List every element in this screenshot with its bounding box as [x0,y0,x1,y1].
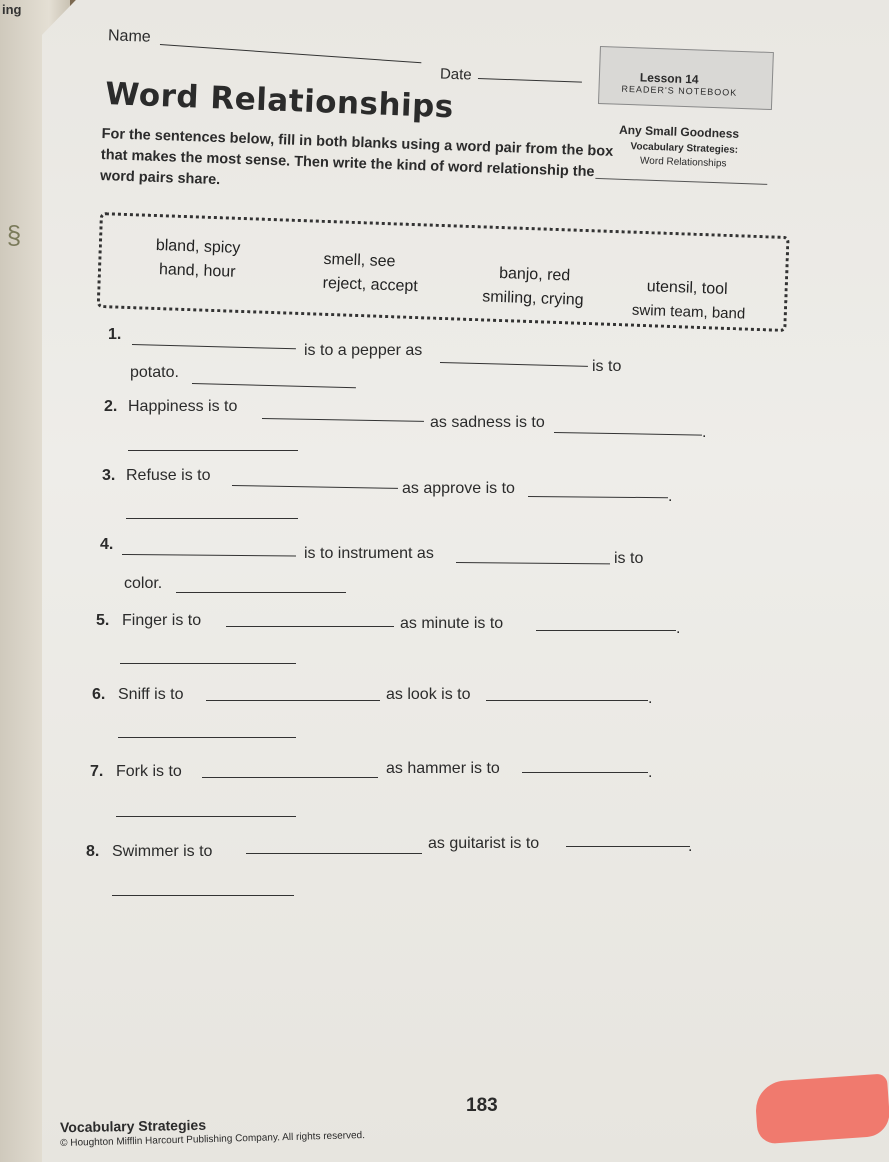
lesson-subtitle: READER'S NOTEBOOK [621,83,738,98]
name-label: Name [107,27,151,46]
relationship-blank[interactable] [112,895,294,896]
question-text: as guitarist is to [428,835,540,852]
answer-blank[interactable] [202,777,378,778]
question-text: as hammer is to [386,760,500,777]
answer-blank[interactable] [246,853,422,854]
question-number: 2. [104,398,118,415]
question-text: as look is to [386,686,471,703]
question-number: 6. [92,686,106,703]
page-title: Word Relationships [104,76,455,126]
question-text: Refuse is to [126,467,211,484]
relationship-blank[interactable] [118,737,296,738]
question-number: 4. [100,536,114,553]
word-pair: bland, spicy [155,236,241,257]
word-pair: smiling, crying [481,288,584,309]
answer-blank[interactable] [522,772,648,773]
copyright-notice: © Houghton Mifflin Harcourt Publishing Company. All rights reserved. [60,1130,366,1149]
word-pair: banjo, red [498,264,571,285]
page-number: 183 [466,1095,498,1116]
lesson-box [595,46,772,188]
relationship-blank[interactable] [126,518,298,519]
question-text: Fork is to [116,763,182,780]
question-punctuation: . [668,488,673,505]
relationship-blank[interactable] [128,450,298,451]
question-text: is to a pepper as [304,342,423,359]
question-text: as sadness is to [430,414,545,431]
date-label: Date [439,65,472,84]
word-pair: reject, accept [322,274,419,296]
question-text: potato. [130,364,179,381]
word-pair: smell, see [323,250,396,271]
question-number: 7. [90,763,104,780]
question-text: as minute is to [400,615,504,632]
question-number: 5. [96,612,110,629]
question-text: is to [592,358,622,375]
question-text: as approve is to [402,480,515,497]
question-text: Finger is to [122,612,202,629]
lesson-title: Lesson 14 [639,70,699,87]
relationship-blank[interactable] [116,816,296,817]
question-number: 1. [108,326,122,343]
question-punctuation: . [702,424,707,441]
answer-blank[interactable] [536,630,676,631]
answer-blank[interactable] [206,700,380,701]
question-number: 8. [86,843,100,860]
decorative-swirl-icon: § [6,220,22,250]
question-punctuation: . [648,690,653,707]
question-text: is to [614,550,644,567]
answer-blank[interactable] [486,700,648,701]
question-punctuation: . [676,620,681,637]
question-number: 3. [102,467,116,484]
lesson-header [598,46,774,110]
story-title: Any Small Goodness [618,122,740,141]
question-punctuation: . [688,838,693,855]
answer-blank[interactable] [566,846,690,847]
question-punctuation: . [648,764,653,781]
strategy-label: Vocabulary Strategies: [630,141,739,156]
question-text: color. [124,575,163,592]
answer-blank[interactable] [176,592,346,593]
word-pair: utensil, tool [646,278,728,298]
adjacent-page-text: ing [2,2,22,17]
word-pair: swim team, band [631,301,746,323]
word-pair: hand, hour [158,261,236,281]
question-text: Sniff is to [118,686,184,703]
instructions: For the sentences below, fill in both blanks using a word pair from the box that makes the most sense. Then write the kind of word relationship the word pairs share. [99,125,614,189]
redaction-mark [754,1073,889,1144]
footer-section-title: Vocabulary Strategies [59,1116,207,1136]
relationship-blank[interactable] [120,663,296,664]
strategy-name: Word Relationships [639,155,727,170]
question-text: is to instrument as [304,545,434,562]
question-text: Happiness is to [128,398,238,415]
answer-blank[interactable] [226,626,394,627]
question-text: Swimmer is to [112,843,213,860]
